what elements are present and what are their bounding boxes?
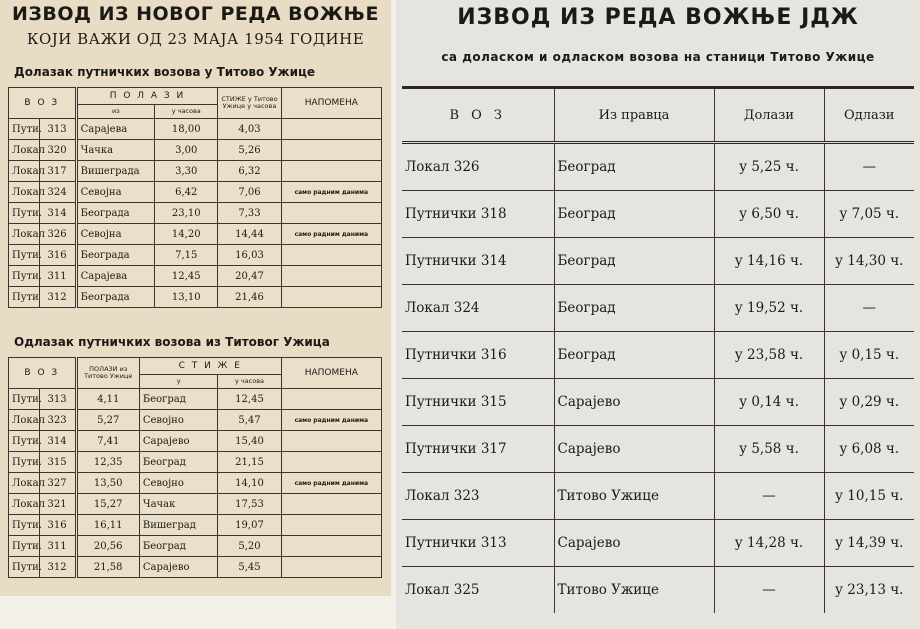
table-row [9, 161, 382, 182]
origin-station: Севојна [76, 182, 155, 203]
col-arrives: Долази [714, 88, 824, 143]
train-number: 316 [39, 245, 76, 266]
col-to: у [139, 375, 218, 389]
departure-time: 3,30 [155, 161, 218, 182]
departure-time: у 10,15 ч. [824, 473, 914, 520]
panel-subtitle: са доласком и одласком возова на станици Титово Ужице [441, 50, 875, 64]
note [281, 266, 381, 287]
table-row [9, 452, 382, 473]
departure-time: 15,27 [76, 494, 139, 515]
table-row [402, 473, 914, 520]
arrival-time: 7,33 [218, 203, 281, 224]
departure-time: у 14,30 ч. [824, 238, 914, 285]
departure-time: 3,00 [155, 140, 218, 161]
arrival-time: у 5,58 ч. [714, 426, 824, 473]
note [281, 389, 381, 410]
table-row [9, 203, 382, 224]
train-number: 315 [39, 452, 76, 473]
jdz-timetable-panel [396, 0, 920, 629]
departure-time: 23,10 [155, 203, 218, 224]
departure-time: у 0,15 ч. [824, 332, 914, 379]
destination-station: Вишеград [139, 515, 218, 536]
departure-time: у 0,29 ч. [824, 379, 914, 426]
note: само радним данима [281, 182, 381, 203]
arrival-time: 17,53 [218, 494, 281, 515]
table-row [9, 266, 382, 287]
departure-time: 14,20 [155, 224, 218, 245]
train-type: Пути. [9, 536, 40, 557]
table-row [9, 431, 382, 452]
table-row [402, 285, 914, 332]
arrival-time: у 0,14 ч. [714, 379, 824, 426]
arrival-time: 12,45 [218, 389, 281, 410]
table-row [402, 238, 914, 285]
note: само радним данима [281, 473, 381, 494]
arrival-time: у 14,28 ч. [714, 520, 824, 567]
note [281, 452, 381, 473]
departure-time: у 6,08 ч. [824, 426, 914, 473]
origin-station: Београда [76, 287, 155, 308]
table-row [402, 520, 914, 567]
note [281, 494, 381, 515]
train-number: 327 [39, 473, 76, 494]
train-type: Локал [9, 182, 40, 203]
direction: Београд [554, 238, 714, 285]
origin-station: Севојна [76, 224, 155, 245]
train-number: 314 [39, 431, 76, 452]
destination-station: Београд [139, 389, 218, 410]
note [281, 515, 381, 536]
note: само радним данима [281, 410, 381, 431]
train-name: Путнички 318 [402, 191, 554, 238]
departure-time: у 7,05 ч. [824, 191, 914, 238]
arrival-time: 16,03 [218, 245, 281, 266]
table-row [9, 536, 382, 557]
departures-table [8, 357, 382, 578]
note [281, 245, 381, 266]
arrival-time: у 23,58 ч. [714, 332, 824, 379]
train-type: Пути. [9, 266, 40, 287]
train-number: 312 [39, 287, 76, 308]
table-row [9, 494, 382, 515]
train-number: 311 [39, 536, 76, 557]
note [281, 287, 381, 308]
train-name: Путнички 313 [402, 520, 554, 567]
train-name: Путнички 317 [402, 426, 554, 473]
train-name: Локал 323 [402, 473, 554, 520]
train-name: Путнички 315 [402, 379, 554, 426]
departure-time: 21,58 [76, 557, 139, 578]
col-arrives: СТИЖЕ у Титово Ужице у часова [218, 88, 281, 119]
col-from: Из правца [554, 88, 714, 143]
timetable-1954-panel [0, 0, 391, 596]
table-row [9, 245, 382, 266]
origin-station: Сарајева [76, 266, 155, 287]
direction: Сарајево [554, 520, 714, 567]
departure-time: 5,27 [76, 410, 139, 431]
train-number: 316 [39, 515, 76, 536]
table-row [402, 379, 914, 426]
arrival-time: 7,06 [218, 182, 281, 203]
train-type: Пути [9, 287, 40, 308]
departure-time: 7,15 [155, 245, 218, 266]
table-row [402, 332, 914, 379]
direction: Београд [554, 332, 714, 379]
departure-time: — [824, 143, 914, 191]
train-type: Пути. [9, 557, 40, 578]
origin-station: Сарајева [76, 119, 155, 140]
table-row [402, 567, 914, 614]
direction: Београд [554, 143, 714, 191]
note [281, 140, 381, 161]
table-row [402, 426, 914, 473]
direction: Титово Ужице [554, 473, 714, 520]
train-number: 323 [39, 410, 76, 431]
departure-time: 18,00 [155, 119, 218, 140]
arrival-time: 15,40 [218, 431, 281, 452]
train-type: Локал [9, 161, 40, 182]
table-row [9, 473, 382, 494]
train-number: 312 [39, 557, 76, 578]
arrival-time: 19,07 [218, 515, 281, 536]
train-number: 311 [39, 266, 76, 287]
arrival-time: 5,45 [218, 557, 281, 578]
panel-subtitle: КОЈИ ВАЖИ ОД 23 МАЈА 1954 ГОДИНЕ [26, 30, 365, 48]
origin-station: Вишеграда [76, 161, 155, 182]
arrival-time: 20,47 [218, 266, 281, 287]
origin-station: Београда [76, 203, 155, 224]
table-row [9, 119, 382, 140]
note [281, 161, 381, 182]
table-row [9, 140, 382, 161]
destination-station: Севојно [139, 410, 218, 431]
direction: Титово Ужице [554, 567, 714, 614]
arrival-time: 6,32 [218, 161, 281, 182]
departure-time: 12,35 [76, 452, 139, 473]
departure-time: 13,10 [155, 287, 218, 308]
col-from: из [76, 105, 155, 119]
arrival-time: у 5,25 ч. [714, 143, 824, 191]
departure-time: 4,11 [76, 389, 139, 410]
departure-time: 13,50 [76, 473, 139, 494]
departure-time: у 23,13 ч. [824, 567, 914, 614]
table-row [402, 191, 914, 238]
train-type: Пути. [9, 431, 40, 452]
train-type: Локал [9, 140, 40, 161]
departure-time: 20,56 [76, 536, 139, 557]
direction: Сарајево [554, 426, 714, 473]
train-number: 326 [39, 224, 76, 245]
train-type: Локал [9, 410, 40, 431]
note [281, 119, 381, 140]
table-row [9, 410, 382, 431]
table-row [9, 389, 382, 410]
direction: Београд [554, 285, 714, 332]
col-train: В О З [9, 88, 77, 119]
arrival-time: 5,47 [218, 410, 281, 431]
train-type: Пути. [9, 203, 40, 224]
arrival-time: 14,10 [218, 473, 281, 494]
panel-title: ИЗВОД ИЗ НОВОГ РЕДА ВОЖЊЕ [12, 3, 379, 25]
note [281, 431, 381, 452]
destination-station: Београд [139, 536, 218, 557]
col-departs: Одлази [824, 88, 914, 143]
panel-title: ИЗВОД ИЗ РЕДА ВОЖЊЕ ЈДЖ [457, 5, 859, 30]
col-train: В О З [402, 88, 554, 143]
train-name: Локал 325 [402, 567, 554, 614]
origin-station: Чачка [76, 140, 155, 161]
table-row [9, 515, 382, 536]
train-type: Локал [9, 473, 40, 494]
train-number: 313 [39, 389, 76, 410]
train-type: Пути. [9, 389, 40, 410]
table-row [9, 182, 382, 203]
arrival-time: у 6,50 ч. [714, 191, 824, 238]
departure-time: — [824, 285, 914, 332]
arrival-time: — [714, 473, 824, 520]
departure-time: 7,41 [76, 431, 139, 452]
col-arrives: С Т И Ж Е [139, 358, 281, 375]
arrival-time: 21,15 [218, 452, 281, 473]
departure-time: у 14,39 ч. [824, 520, 914, 567]
train-name: Локал 326 [402, 143, 554, 191]
arrivals-table [8, 87, 382, 308]
arrivals-heading: Долазак путничких возова у Титово Ужице [14, 65, 316, 79]
table-row [9, 557, 382, 578]
station-table [402, 86, 914, 613]
train-number: 324 [39, 182, 76, 203]
arrival-time: 4,03 [218, 119, 281, 140]
destination-station: Сарајево [139, 557, 218, 578]
arrival-time: 21,46 [218, 287, 281, 308]
direction: Сарајево [554, 379, 714, 426]
train-type: Пути. [9, 515, 40, 536]
departure-time: 12,45 [155, 266, 218, 287]
destination-station: Сарајево [139, 431, 218, 452]
destination-station: Београд [139, 452, 218, 473]
train-number: 313 [39, 119, 76, 140]
train-type: Локал [9, 494, 40, 515]
departures-heading: Одлазак путничких возова из Титовог Ужица [14, 335, 330, 349]
train-name: Путнички 316 [402, 332, 554, 379]
arrival-time: у 19,52 ч. [714, 285, 824, 332]
arrival-time: у 14,16 ч. [714, 238, 824, 285]
note [281, 203, 381, 224]
arrival-time: — [714, 567, 824, 614]
arrival-time: 5,20 [218, 536, 281, 557]
train-number: 321 [39, 494, 76, 515]
col-train: В О З [9, 358, 77, 389]
train-type: Пути. [9, 245, 40, 266]
train-number: 317 [39, 161, 76, 182]
table-row [402, 143, 914, 191]
col-note: НАПОМЕНА [281, 88, 381, 119]
col-departs: П О Л А З И [76, 88, 218, 105]
train-number: 314 [39, 203, 76, 224]
train-type: Пути. [9, 119, 40, 140]
col-dep-time: у часова [155, 105, 218, 119]
col-note: НАПОМЕНА [281, 358, 381, 389]
train-name: Путнички 314 [402, 238, 554, 285]
train-type: Локал [9, 224, 40, 245]
departure-time: 16,11 [76, 515, 139, 536]
table-row [9, 224, 382, 245]
note: само радним данима [281, 224, 381, 245]
train-type: Пути. [9, 452, 40, 473]
destination-station: Севојно [139, 473, 218, 494]
col-departs: ПОЛАЗИ из Титово Ужице [76, 358, 139, 389]
arrival-time: 5,26 [218, 140, 281, 161]
departure-time: 6,42 [155, 182, 218, 203]
note [281, 536, 381, 557]
note [281, 557, 381, 578]
arrival-time: 14,44 [218, 224, 281, 245]
origin-station: Београда [76, 245, 155, 266]
train-name: Локал 324 [402, 285, 554, 332]
table-row [9, 287, 382, 308]
train-number: 320 [39, 140, 76, 161]
destination-station: Чачак [139, 494, 218, 515]
direction: Београд [554, 191, 714, 238]
col-arr-time: у часова [218, 375, 281, 389]
